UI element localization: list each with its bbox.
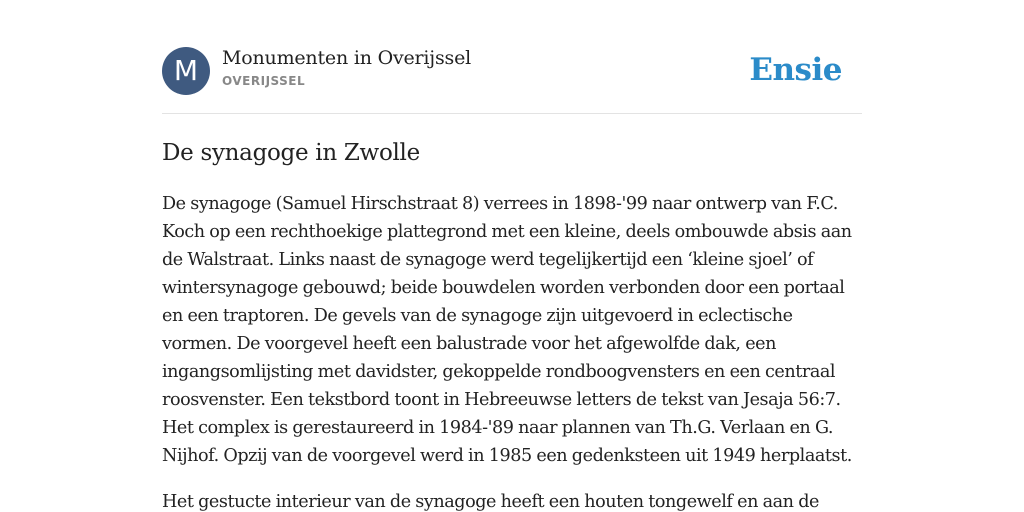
- article-paragraph: De synagoge (Samuel Hirschstraat 8) verrees in 1898-'99 naar ontwerp van F.C. Koch op een rechthoekige plattegrond met een kleine, deels ombouwde absis aan de Walstraat. Links naast de synagoge werd tegelijkertijd een ‘kleine sjoel’ of wintersynagoge gebouwd; beide bouwdelen worden verbonden door een portaal en een traptoren. De gevels van de synagoge zijn uitgevoerd in eclectische vormen. De voorgevel heeft een balustrade voor het afgewolfde dak, een ingangsomlijsting met davidster, gekoppelde rondboogvensters en een centraal roosvenster. Een tekstbord toont in Hebreeuwse letters de tekst van Jesaja 56:7. Het complex is gerestaureerd in 1984-'89 naar plannen van Th.G. Verlaan en G. Nijhof. Opzij van de voorgevel werd in 1985 een gedenksteen uit 1949 herplaatst.: [162, 194, 852, 466]
- publication-avatar[interactable]: M: [162, 47, 210, 95]
- article-paragraph: Het gestucte interieur van de synagoge heeft een houten tongewelf en aan de: [162, 492, 819, 512]
- publication-header: [162, 46, 862, 96]
- header-divider: [162, 113, 862, 114]
- ensie-logo[interactable]: Ensie: [749, 52, 842, 88]
- article-body: [162, 190, 862, 512]
- article-title: De synagoge in Zwolle: [162, 140, 420, 166]
- publication-subtitle-link[interactable]: OVERIJSSEL: [222, 74, 306, 88]
- publication-title-link[interactable]: Monumenten in Overijssel: [222, 47, 472, 69]
